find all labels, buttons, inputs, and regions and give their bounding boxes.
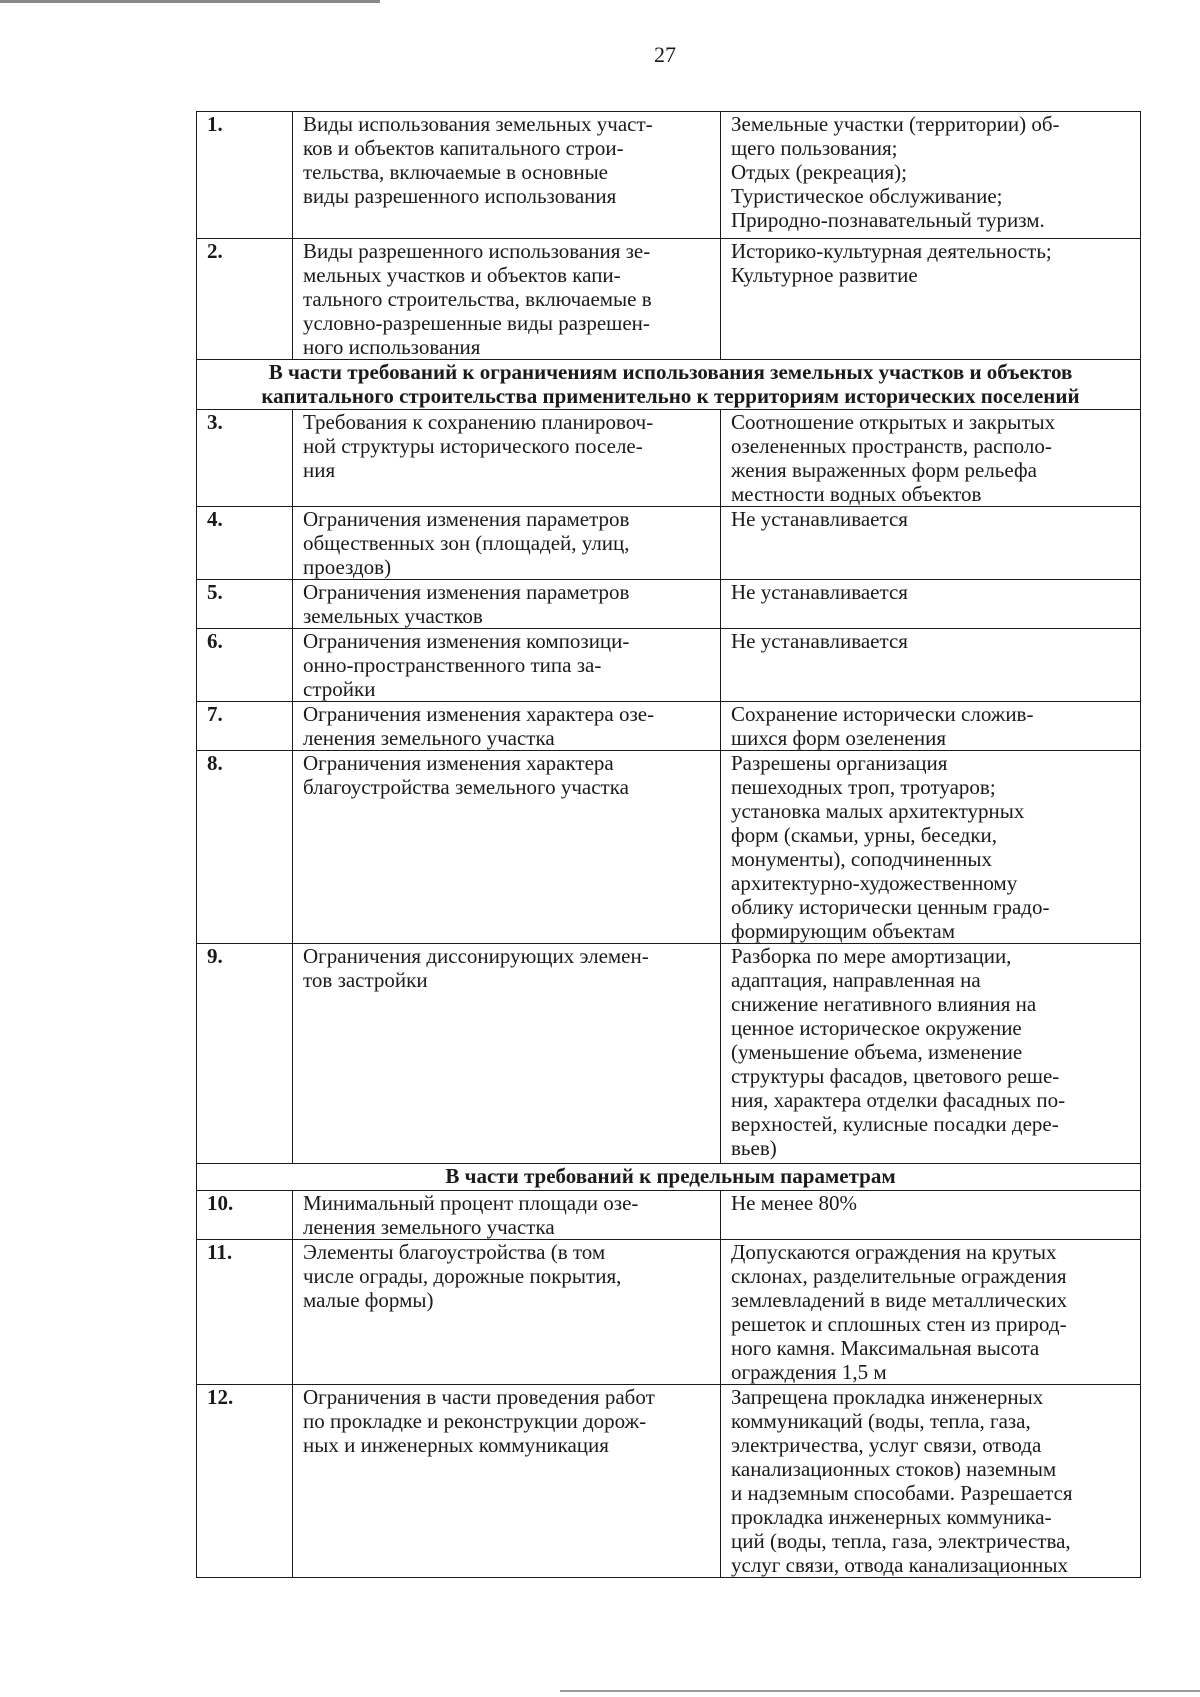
table-row	[197, 239, 1141, 360]
requirement-name: Ограничения изменения параметров земельных участков	[293, 580, 721, 629]
row-number: 2.	[197, 239, 293, 360]
requirement-value: Земельные участки (территории) об- щего пользования; Отдых (рекреация); Туристическое обслуживание; Природно-познавательный туризм.	[721, 112, 1141, 239]
requirement-value: Историко-культурная деятельность; Культурное развитие	[721, 239, 1141, 360]
requirement-value: Запрещена прокладка инженерных коммуникаций (воды, тепла, газа, электричества, услуг связи, отвода канализационных стоков) наземным и надземным способами. Разрешается прокладка инженерных коммуника- ций (воды, тепла, газа, электричества, услуг связи, отвода канализационных	[721, 1385, 1141, 1578]
row-number: 6.	[197, 629, 293, 702]
section-header-row	[197, 360, 1141, 410]
requirement-value: Допускаются ограждения на крутых склонах, разделительные ограждения землевладений в виде металлических решеток и сплошных стен из природ- ного камня. Максимальная высота ограждения 1,5 м	[721, 1240, 1141, 1385]
requirement-name: Элементы благоустройства (в том числе ограды, дорожные покрытия, малые формы)	[293, 1240, 721, 1385]
table-body	[197, 112, 1141, 1578]
requirement-name: Ограничения диссонирующих элемен- тов застройки	[293, 944, 721, 1164]
table-row	[197, 629, 1141, 702]
requirement-name: Ограничения изменения композици- онно-пространственного типа за- стройки	[293, 629, 721, 702]
table-row	[197, 1240, 1141, 1385]
requirement-value: Не менее 80%	[721, 1191, 1141, 1240]
row-number: 10.	[197, 1191, 293, 1240]
table-row	[197, 1385, 1141, 1578]
row-number: 7.	[197, 702, 293, 751]
requirement-name: Виды разрешенного использования зе- мельных участков и объектов капи- тального строительства, включаемые в условно-разрешенные виды разрешен- ного использования	[293, 239, 721, 360]
requirement-value: Разборка по мере амортизации, адаптация, направленная на снижение негативного влияния на ценное историческое окружение (уменьшение объема, изменение структуры фасадов, цветового реше- ния, характера отделки фасадных по- верхностей, кулисные посадки дере- вьев)	[721, 944, 1141, 1164]
row-number: 4.	[197, 507, 293, 580]
requirement-name: Ограничения изменения характера озе- ленения земельного участка	[293, 702, 721, 751]
section-header: В части требований к предельным параметрам	[197, 1164, 1141, 1191]
requirement-value: Не устанавливается	[721, 629, 1141, 702]
row-number: 9.	[197, 944, 293, 1164]
row-number: 11.	[197, 1240, 293, 1385]
table-row	[197, 507, 1141, 580]
table-row	[197, 112, 1141, 239]
table-row	[197, 410, 1141, 507]
requirement-name: Минимальный процент площади озе- ленения земельного участка	[293, 1191, 721, 1240]
table-row	[197, 580, 1141, 629]
table-row	[197, 751, 1141, 944]
requirement-name: Ограничения в части проведения работ по прокладке и реконструкции дорож- ных и инженерных коммуникация	[293, 1385, 721, 1578]
table-row	[197, 1191, 1141, 1240]
table-row	[197, 944, 1141, 1164]
row-number: 12.	[197, 1385, 293, 1578]
requirement-value: Не устанавливается	[721, 507, 1141, 580]
section-header-row	[197, 1164, 1141, 1191]
requirement-name: Требования к сохранению планировоч- ной структуры исторического поселе- ния	[293, 410, 721, 507]
requirement-name: Виды использования земельных участ- ков и объектов капитального строи- тельства, включаемые в основные виды разрешенного использования	[293, 112, 721, 239]
row-number: 1.	[197, 112, 293, 239]
scan-artifact-bottom	[560, 1690, 1200, 1692]
requirement-value: Сохранение исторически сложив- шихся форм озеленения	[721, 702, 1141, 751]
scan-artifact-top	[0, 0, 380, 3]
requirements-table	[196, 111, 1141, 1578]
requirement-value: Разрешены организация пешеходных троп, тротуаров; установка малых архитектурных форм (скамьи, урны, беседки, монументы), соподчиненных архитектурно-художественному облику исторически ценным градо- формирующим объектам	[721, 751, 1141, 944]
table-row	[197, 702, 1141, 751]
row-number: 8.	[197, 751, 293, 944]
row-number: 3.	[197, 410, 293, 507]
row-number: 5.	[197, 580, 293, 629]
requirement-name: Ограничения изменения характера благоустройства земельного участка	[293, 751, 721, 944]
requirement-name: Ограничения изменения параметров общественных зон (площадей, улиц, проездов)	[293, 507, 721, 580]
section-header: В части требований к ограничениям использования земельных участков и объектов капитального строительства применительно к территориям исторических поселений	[197, 360, 1141, 410]
requirement-value: Соотношение открытых и закрытых озелененных пространств, располо- жения выраженных форм рельефа местности водных объектов	[721, 410, 1141, 507]
requirement-value: Не устанавливается	[721, 580, 1141, 629]
page-number: 27	[654, 42, 676, 67]
